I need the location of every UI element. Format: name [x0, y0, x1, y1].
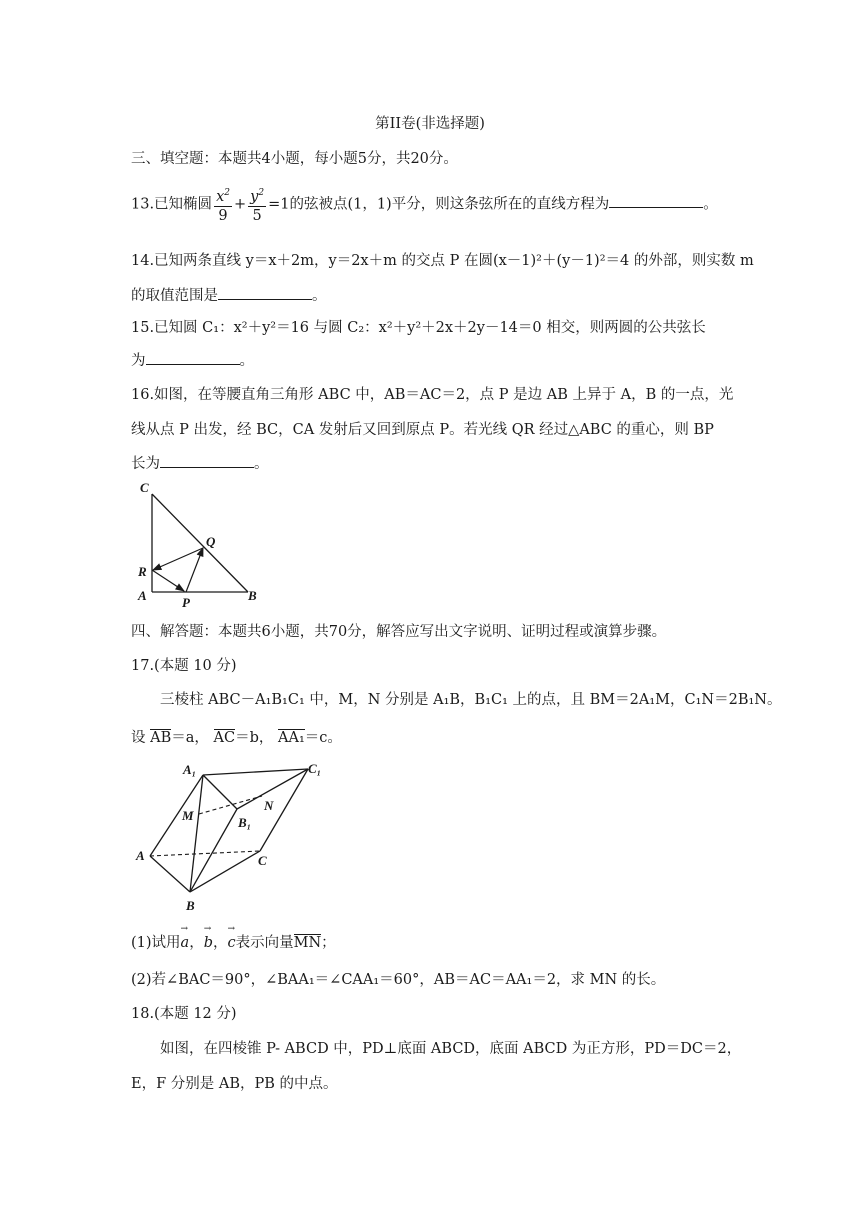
q14-line1: 14.已知两条直线 y＝x＋2m，y＝2x＋m 的交点 P 在圆(x－1)²＋(y－1)²＝4 的外部，则实数 m: [131, 253, 754, 269]
label-b-prism: B: [186, 898, 195, 913]
label-r: R: [138, 564, 147, 579]
q14-answer-blank[interactable]: [218, 285, 312, 300]
q18-line1: 如图，在四棱锥 P- ABCD 中，PD⊥底面 ABCD，底面 ABCD 为正方形，PD＝DC＝2，: [160, 1041, 742, 1057]
q17-line1: 三棱柱 ABC－A₁B₁C₁ 中，M，N 分别是 A₁B，B₁C₁ 上的点，且 BM＝2A₁M，C₁N＝2B₁N。: [160, 692, 782, 708]
q14-line2: 的取值范围是 。: [131, 284, 327, 305]
vector-ab: AB: [150, 730, 172, 746]
part4-heading: 四、解答题：本题共6小题，共70分，解答应写出文字说明、证明过程或演算步骤。: [131, 624, 667, 640]
q13-prefix: 13.已知椭圆: [131, 196, 213, 213]
q15-answer-blank[interactable]: [146, 350, 240, 365]
q13-fraction-x: $\frac{x^2}{9}$: [214, 184, 232, 225]
q16-answer-blank[interactable]: [160, 453, 254, 468]
vector-ac: AC: [213, 730, 236, 746]
q16-triangle-figure: [130, 476, 270, 610]
label-m: M: [182, 808, 194, 823]
q17-prism-figure: [130, 752, 330, 916]
q18-title: 18.(本题 12 分): [131, 1006, 237, 1022]
q15-line1: 15.已知圆 C₁：x²＋y²＝16 与圆 C₂：x²＋y²＋2x＋2y－14＝0 相交，则两圆的公共弦长: [131, 320, 706, 336]
label-c1: C₁: [308, 761, 322, 776]
q13-fraction-y: $\frac{y^2}{5}$: [248, 184, 266, 225]
question-13: 13.已知椭圆 $\frac{x^2}{9}$ + $\frac{y^2}{5}$ =1的弦被点(1，1)平分，则这条弦所在的直线方程为 。: [131, 184, 718, 225]
q17-title: 17.(本题 10 分): [131, 658, 237, 674]
q16-line3: 长为 。: [131, 452, 269, 473]
label-q: Q: [206, 534, 216, 549]
label-a: A: [138, 588, 147, 603]
side-bc: [152, 494, 248, 592]
section-title: 第II卷(非选择题): [375, 116, 485, 132]
q17-part1: (1)试用→ a，→ b，→ c表示向量MN；: [131, 931, 336, 952]
vector-aa1: AA₁: [278, 730, 305, 746]
q13-answer-blank[interactable]: [609, 193, 703, 208]
q16-line1: 16.如图，在等腰直角三角形 ABC 中，AB＝AC＝2，点 P 是边 AB 上异于 A，B 的一点，光: [131, 387, 734, 403]
label-a-prism: A: [136, 848, 145, 863]
vector-mn: MN: [293, 935, 322, 951]
q16-line2: 线从点 P 出发，经 BC，CA 发射后又回到原点 P。若光线 QR 经过△ABC 的重心，则 BP: [131, 422, 714, 438]
part3-heading: 三、填空题：本题共4小题，每小题5分，共20分。: [131, 151, 458, 167]
label-p: P: [182, 595, 190, 610]
label-b: B: [248, 588, 257, 603]
q15-line2: 为 。: [131, 349, 254, 370]
label-b1: B₁: [238, 815, 252, 830]
label-n: N: [264, 798, 274, 813]
label-c-prism: C: [258, 853, 267, 868]
label-c: C: [140, 480, 149, 495]
q17-line2: 设 AB＝a， AC＝b， AA₁＝c。: [131, 730, 342, 746]
ray-rp: [152, 570, 184, 591]
q17-part2: (2)若∠BAC＝90°，∠BAA₁＝∠CAA₁＝60°，AB＝AC＝AA₁＝2，求 MN 的长。: [131, 972, 666, 988]
q18-line2: E，F 分别是 AB，PB 的中点。: [131, 1076, 338, 1092]
q13-suffix: 的弦被点(1，1)平分，则这条弦所在的直线方程为: [289, 196, 610, 213]
label-a1: A₁: [183, 762, 197, 777]
